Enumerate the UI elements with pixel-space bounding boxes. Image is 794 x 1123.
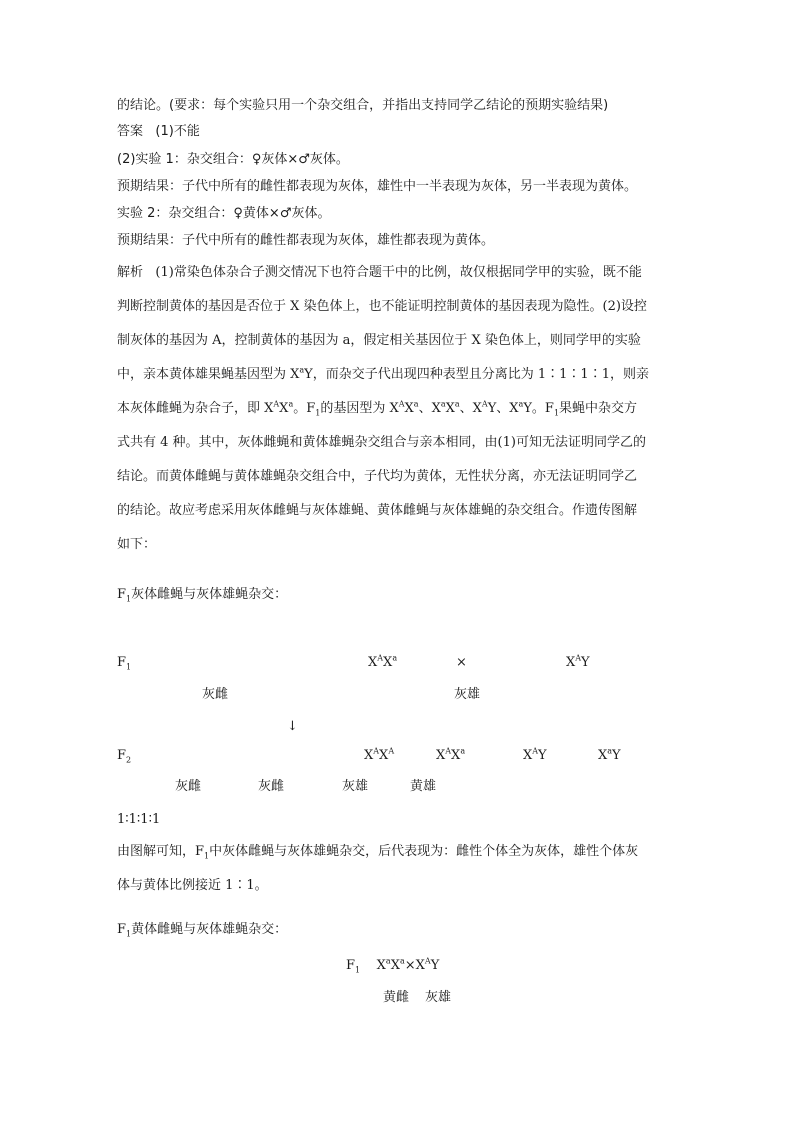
text-seg: 、X [459,401,482,416]
answer-label: 答案 [117,124,144,139]
sub: 2 [126,755,132,765]
analysis-line: 如下： [117,537,157,552]
analysis-label: 解析 [117,265,144,280]
phenotype: 灰雄 [425,990,452,1005]
x: X [445,401,455,416]
text-seg: 、X [418,401,441,416]
conclusion-line [117,844,638,860]
gen-label-f1 [117,655,131,671]
sub: 1 [315,408,321,418]
text-seg: 中，亲本黄体雄果蝇基因型为 X [117,367,300,382]
analysis-line: 的结论。故应考虑采用灰体雌蝇与灰体雄蝇、黄体雌蝇与灰体雄蝇的杂交组合。作遗传图解 [117,503,638,518]
sup: a [392,653,398,663]
phenotype: 黄雄 [410,779,437,794]
answer-1: (1)不能 [155,124,200,139]
x: X [598,748,608,763]
text-seg: Y，而杂交子代出现四种表型且分离比为 1∶1∶1∶1，则亲 [304,367,649,382]
analysis-text: (1)常染色体杂合子测交情况下也符合题干中的比例，故仅根据同学甲的实验，既不能 [155,265,642,280]
text-seg: 灰体雌蝇与灰体雄蝇杂交： [131,587,288,602]
text-line: 预期结果：子代中所有的雌性都表现为灰体，雄性中一半表现为灰体，另一半表现为黄体。 [117,179,638,194]
text-seg: 由图解可知，F [117,844,205,859]
sup: A [575,653,582,663]
y: Y [430,958,440,973]
text-seg: 。F [293,401,316,416]
f-label: F [117,922,127,937]
sup: A [532,746,539,756]
cross: × [404,958,416,973]
cross-symbol: × [456,655,467,670]
sub: 1 [204,851,210,861]
text-seg: Y。F [523,401,554,416]
sub: 1 [355,965,361,975]
text-line: 预期结果：子代中所有的雌性都表现为灰体，雄性都表现为黄体。 [117,233,495,248]
x: X [279,401,289,416]
gen-label-f2 [117,748,131,764]
phenotype: 灰雌 [202,687,229,702]
x: X [390,958,400,973]
genotype [368,655,397,671]
sup: A [388,746,395,756]
cross2-title [117,922,287,938]
y: Y [612,748,621,763]
analysis-line: 式共有 4 种。其中，灰体雌蝇和黄体雄蝇杂交组合与亲本相同，由(1)可知无法证明同学乙的 [117,435,646,450]
phenotype: 灰雄 [454,687,481,702]
f-label: F [117,587,127,602]
sup: a [385,956,391,966]
sub: 1 [553,408,560,418]
x: X [364,748,374,763]
x: X [451,748,461,763]
text-seg: Y、X [487,401,519,416]
sup: a [607,746,613,756]
sup: A [424,956,431,966]
sup: A [273,399,280,409]
genotype [598,748,621,764]
phenotype: 灰雌 [258,779,285,794]
x: X [566,655,576,670]
genotype [566,655,590,671]
analysis-line: 结论。而黄体雌蝇与黄体雄蝇杂交组合中，子代均为黄体，无性状分离，亦无法证明同学乙 [117,469,638,484]
analysis-line [117,367,649,383]
sup: a [288,399,294,409]
phenotype: 灰雄 [342,779,369,794]
genotype [364,748,394,764]
sup: a [413,399,419,409]
sup: a [399,956,405,966]
x: X [436,748,446,763]
sup: A [398,399,405,409]
x: X [368,655,378,670]
text-seg: 果蝇中杂交方 [559,401,638,416]
sup: a [440,399,446,409]
analysis-line [117,265,642,281]
analysis-line [117,401,637,417]
sup: A [445,746,452,756]
cross2-genotypes [346,958,439,974]
analysis-line: 制灰体的基因为 A，控制黄体的基因为 a，假定相关基因位于 X 染色体上，则同学甲的实验 [117,333,641,348]
sup: a [454,399,460,409]
x: X [379,748,389,763]
x: X [376,958,386,973]
y: Y [581,655,590,670]
arrow-down-icon: ↓ [287,719,298,734]
sup: A [377,653,384,663]
f: F [117,748,127,763]
sup: A [373,746,380,756]
x: X [415,958,425,973]
text-seg: 中灰体雌蝇与灰体雄蝇杂交，后代表现为：雌性个体全为灰体，雄性个体灰 [209,844,639,859]
sub: 1 [126,594,132,604]
f: F [346,958,356,973]
text-seg: 本灰体雌蝇为杂合子，即 X [117,401,274,416]
text-seg: 的基因型为 X [320,401,399,416]
sup: a [460,746,466,756]
sup: A [481,399,488,409]
ratio: 1∶1∶1∶1 [117,812,161,827]
sup: a [518,399,524,409]
conclusion-line: 体与黄体比例接近 1∶1。 [117,878,268,893]
y: Y [538,748,547,763]
text-line: 实验 2：杂交组合：♀黄体×♂灰体。 [117,206,331,221]
text-line: 的结论。(要求：每个实验只用一个杂交组合，并指出支持同学乙结论的预期实验结果) [117,98,609,113]
sub: 1 [126,662,132,672]
cross1-title [117,587,287,603]
x: X [383,655,393,670]
f: F [117,655,127,670]
x: X [404,401,414,416]
sub: 1 [126,929,132,939]
phenotype: 黄雌 [383,990,410,1005]
sup: a [299,365,305,375]
x: X [523,748,533,763]
analysis-line: 判断控制黄体的基因是否位于 X 染色体上，也不能证明控制黄体的基因表现为隐性。(2)设控 [117,299,647,314]
text-line: (2)实验 1：杂交组合：♀灰体×♂灰体。 [117,152,349,167]
answer-line [117,124,200,140]
genotype [523,748,547,764]
genotype [436,748,465,764]
text-seg: 黄体雌蝇与灰体雄蝇杂交： [131,922,288,937]
phenotype: 灰雌 [175,779,202,794]
